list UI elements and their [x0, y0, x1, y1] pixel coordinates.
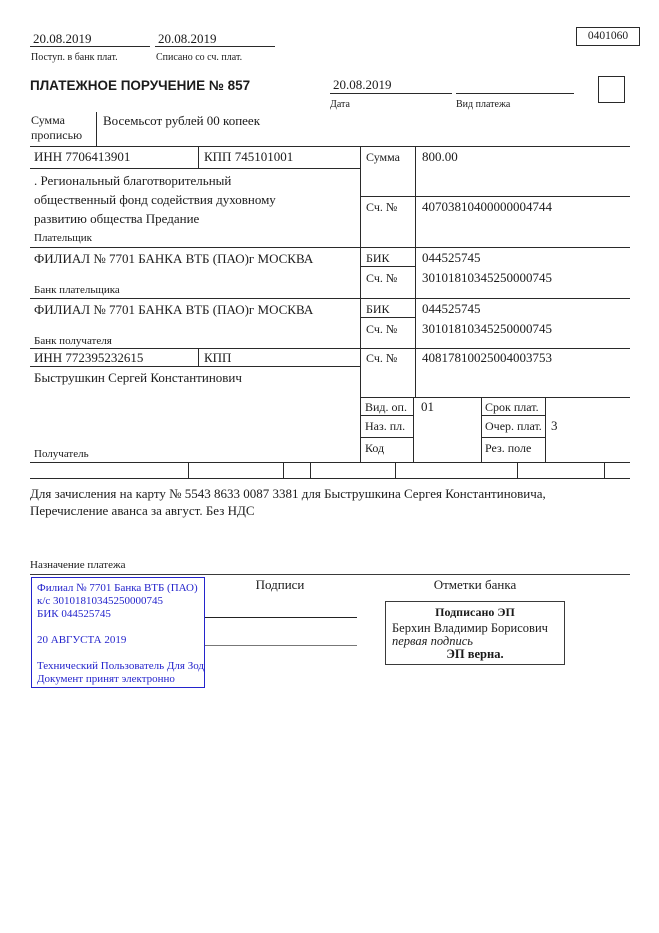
received-date: 20.08.2019	[33, 31, 92, 46]
table-line	[360, 266, 415, 267]
esign-title: Подписано ЭП	[435, 605, 515, 619]
amount-words-value: Восемьсот рублей 00 копеек	[103, 113, 261, 128]
payer-account-value: 40703810400000004744	[422, 199, 552, 214]
op-type-label: Вид. оп.	[365, 400, 407, 414]
receiver-bank-name: ФИЛИАЛ № 7701 БАНКА ВТБ (ПАО)г МОСКВА	[34, 302, 314, 317]
table-line	[360, 437, 413, 438]
table-line	[481, 437, 545, 438]
table-line	[481, 415, 545, 416]
signatures-header: Подписи	[255, 577, 305, 592]
table-line	[30, 366, 360, 367]
table-line	[310, 462, 311, 478]
payer-bank-name: ФИЛИАЛ № 7701 БАНКА ВТБ (ПАО)г МОСКВА	[34, 251, 314, 266]
table-line	[415, 146, 416, 397]
debited-date: 20.08.2019	[158, 31, 217, 46]
table-line	[30, 247, 630, 248]
bank-note-bik: БИК 044525745	[37, 608, 111, 620]
table-line	[198, 348, 199, 366]
payer-bank-bik-value: 044525745	[422, 250, 481, 265]
receiver-name: Быструшкин Сергей Константинович	[34, 370, 242, 385]
footer-separator-line	[30, 574, 630, 575]
receiver-account-label: Сч. №	[366, 351, 398, 365]
payment-kind-checkbox	[598, 76, 625, 103]
table-line	[283, 462, 284, 478]
table-line	[30, 168, 360, 169]
table-line	[360, 146, 361, 462]
amount-label: Сумма	[366, 150, 400, 164]
receiver-bank-account-label: Сч. №	[366, 322, 398, 336]
payer-inn: ИНН 7706413901	[34, 149, 131, 164]
receiver-bank-label: Банк получателя	[34, 335, 112, 347]
table-line	[188, 462, 189, 478]
table-line	[360, 397, 630, 398]
receiver-bank-bik-value: 044525745	[422, 301, 481, 316]
bank-note-user: Технический Пользователь Для Зод	[37, 660, 205, 672]
esign-signature-type: первая подпись	[392, 634, 473, 648]
priority-label: Очер. плат.	[485, 419, 542, 433]
document-title: ПЛАТЕЖНОЕ ПОРУЧЕНИЕ № 857	[30, 78, 251, 93]
bank-marks-header: Отметки банка	[433, 577, 517, 592]
table-line	[30, 298, 630, 299]
esign-signer-name: Берхин Владимир Борисович	[392, 621, 548, 635]
payment-term-label: Срок плат.	[485, 400, 539, 414]
priority-value: 3	[551, 418, 558, 433]
esign-verified: ЭП верна.	[446, 647, 504, 661]
signature-line-2	[205, 645, 357, 646]
bank-note-date: 20 АВГУСТА 2019	[37, 634, 127, 646]
payer-kpp: КПП 745101001	[204, 149, 294, 164]
table-line	[413, 397, 414, 462]
payer-account-label: Сч. №	[366, 200, 398, 214]
table-line	[198, 146, 199, 168]
received-date-underline	[30, 46, 150, 47]
payer-bank-label: Банк плательщика	[34, 284, 120, 296]
table-line	[30, 348, 630, 349]
table-line	[604, 462, 605, 478]
amount-words-divider	[96, 112, 97, 146]
table-line	[395, 462, 396, 478]
receiver-account-value: 40817810025004003753	[422, 350, 552, 365]
payer-bank-bik-label: БИК	[366, 251, 390, 265]
purpose-text: Для зачисления на карту № 5543 8633 0087 3381 для Быструшкина Сергея Константиновича, Перечисление аванса за август. Без НДС	[30, 486, 546, 518]
debited-date-underline	[155, 46, 275, 47]
table-line	[30, 478, 630, 479]
form-code-box: 0401060	[576, 27, 640, 46]
purpose-label: Назначение платежа	[30, 559, 126, 571]
amount-value: 800.00	[422, 149, 458, 164]
table-line	[360, 196, 630, 197]
table-line	[545, 397, 546, 462]
receiver-bank-account-value: 30101810345250000745	[422, 321, 552, 336]
payment-type-underline	[456, 93, 574, 94]
bank-note-accepted: Документ принят электронно	[37, 673, 175, 685]
payer-label: Плательщик	[34, 232, 92, 244]
date-value: 20.08.2019	[333, 77, 392, 92]
date-underline	[330, 93, 452, 94]
debited-date-label: Списано со сч. плат.	[156, 52, 243, 63]
receiver-inn: ИНН 772395232615	[34, 350, 144, 365]
receiver-bank-bik-label: БИК	[366, 302, 390, 316]
code-label: Код	[365, 441, 385, 455]
receiver-label: Получатель	[34, 448, 89, 460]
payer-bank-account-value: 30101810345250000745	[422, 270, 552, 285]
op-type-value: 01	[421, 399, 434, 414]
table-line	[30, 146, 630, 147]
table-line	[517, 462, 518, 478]
purpose-code-label: Наз. пл.	[365, 419, 406, 433]
amount-words-label: Сумма прописью	[31, 113, 83, 142]
payer-name: . Региональный благотворительный общественный фонд содействия духовному развитию общества Предание	[34, 173, 276, 226]
bank-note-corr-account: к/с 30101810345250000745	[37, 595, 164, 607]
reserve-field-label: Рез. поле	[485, 441, 532, 455]
receiver-kpp-label: КПП	[204, 350, 232, 365]
signature-line-1	[205, 617, 357, 618]
bank-note-branch: Филиал № 7701 Банка ВТБ (ПАО)	[37, 582, 198, 594]
date-label: Дата	[330, 99, 350, 110]
payment-type-label: Вид платежа	[456, 99, 511, 110]
payer-bank-account-label: Сч. №	[366, 271, 398, 285]
table-line	[360, 317, 415, 318]
table-line	[360, 415, 413, 416]
received-date-label: Поступ. в банк плат.	[31, 52, 118, 63]
table-line	[30, 462, 630, 463]
bank-electronic-note-box	[31, 577, 205, 688]
table-line	[481, 397, 482, 462]
